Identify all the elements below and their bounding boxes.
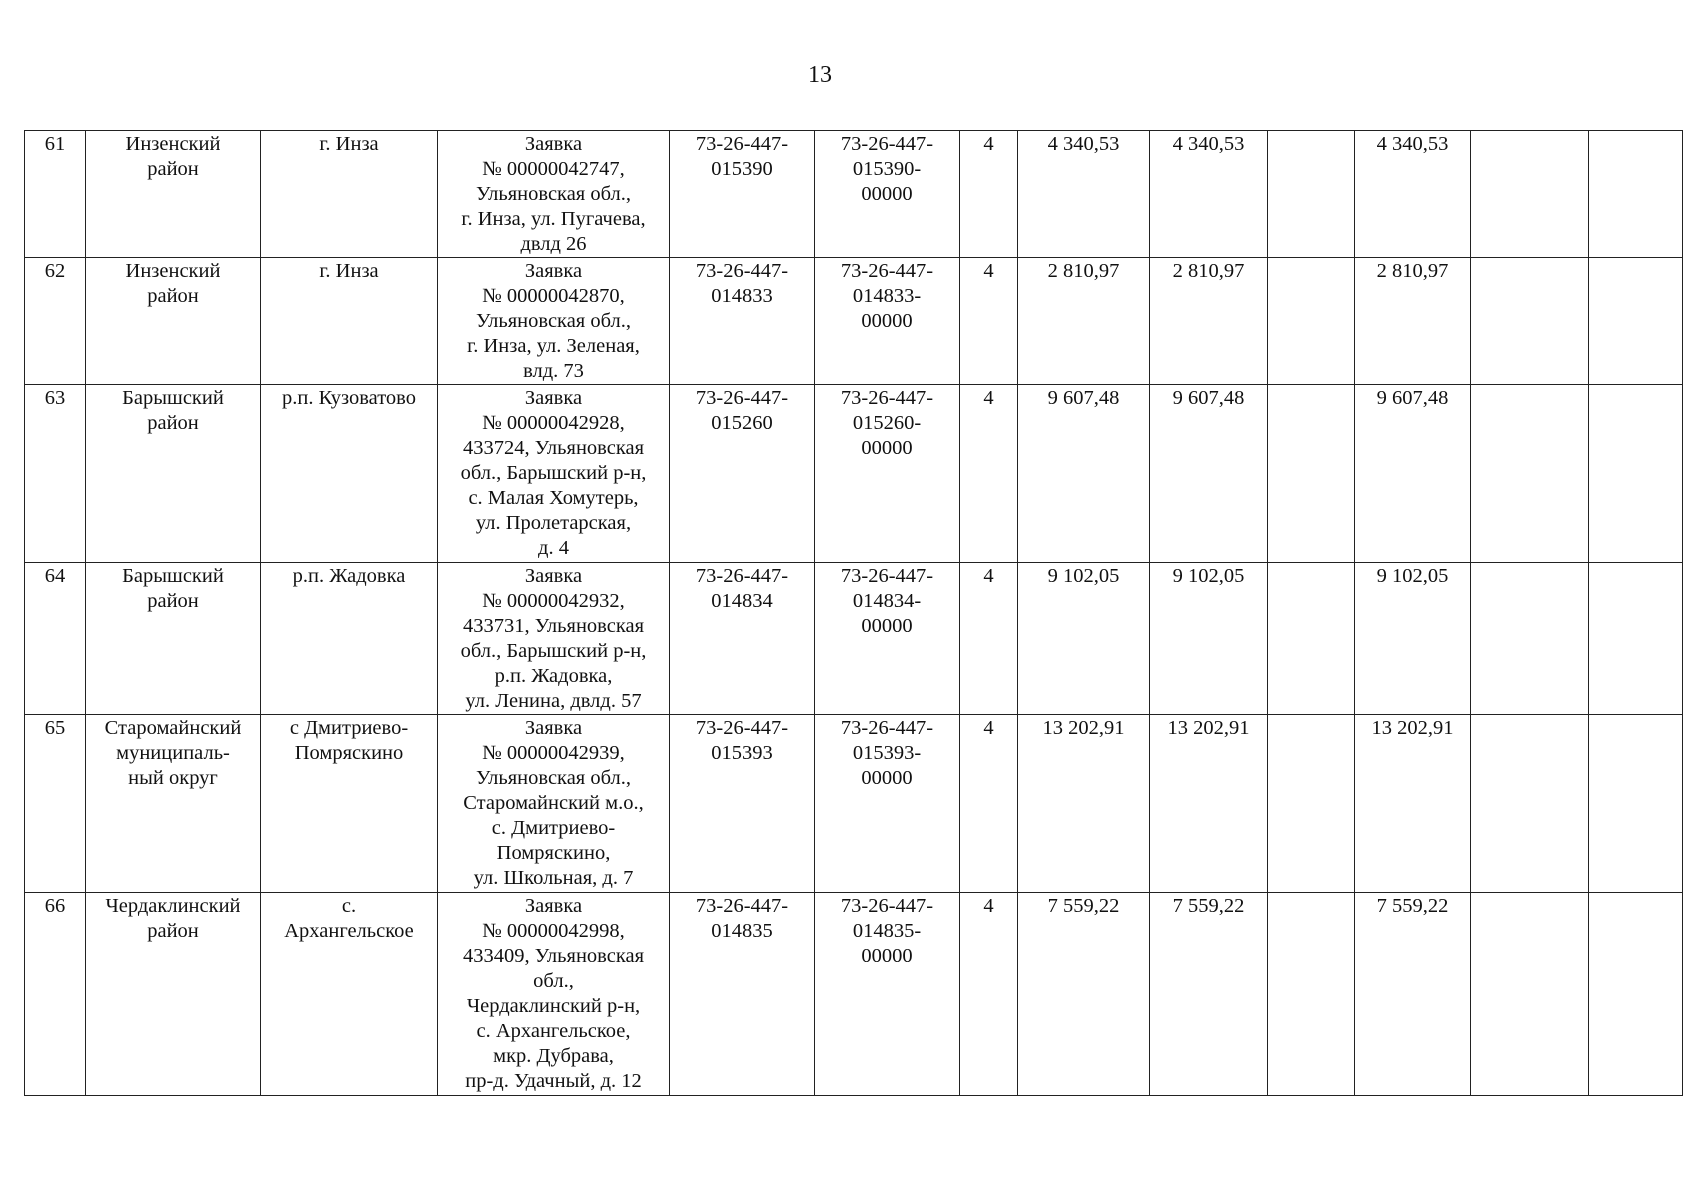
- row-number: 63: [25, 385, 86, 563]
- amount-cell: 13 202,91: [1018, 715, 1150, 893]
- district-cell: Старомайнский муниципаль- ный округ: [86, 715, 261, 893]
- category-cell: 4: [960, 563, 1018, 715]
- district-cell: Барышский район: [86, 385, 261, 563]
- empty-cell: [1589, 893, 1683, 1096]
- empty-cell: [1589, 131, 1683, 258]
- request-cell: Заявка № 00000042928, 433724, Ульяновская обл., Барышский р-н, с. Малая Хомутерь, ул. Пролетарская, д. 4: [438, 385, 670, 563]
- empty-cell: [1268, 893, 1355, 1096]
- empty-cell: [1589, 715, 1683, 893]
- amount-cell: 2 810,97: [1150, 258, 1268, 385]
- page-number: 13: [808, 62, 832, 88]
- table-row: [25, 893, 1683, 1096]
- category-cell: 4: [960, 131, 1018, 258]
- amount-cell: 9 102,05: [1355, 563, 1471, 715]
- empty-cell: [1471, 893, 1589, 1096]
- empty-cell: [1471, 563, 1589, 715]
- district-cell: Чердаклинский район: [86, 893, 261, 1096]
- amount-cell: 2 810,97: [1018, 258, 1150, 385]
- cadastral-code-cell: 73-26-447- 014835- 00000: [815, 893, 960, 1096]
- locality-cell: р.п. Кузоватово: [261, 385, 438, 563]
- amount-cell: 9 102,05: [1150, 563, 1268, 715]
- code-cell: 73-26-447- 015393: [670, 715, 815, 893]
- amount-cell: 9 102,05: [1018, 563, 1150, 715]
- row-number: 64: [25, 563, 86, 715]
- locality-cell: с. Архангельское: [261, 893, 438, 1096]
- empty-cell: [1268, 258, 1355, 385]
- code-cell: 73-26-447- 014834: [670, 563, 815, 715]
- empty-cell: [1589, 385, 1683, 563]
- request-cell: Заявка № 00000042998, 433409, Ульяновская обл., Чердаклинский р-н, с. Архангельское, мкр. Дубрава, пр-д. Удачный, д. 12: [438, 893, 670, 1096]
- amount-cell: 9 607,48: [1018, 385, 1150, 563]
- row-number: 65: [25, 715, 86, 893]
- request-cell: Заявка № 00000042932, 433731, Ульяновская обл., Барышский р-н, р.п. Жадовка, ул. Ленина, двлд. 57: [438, 563, 670, 715]
- amount-cell: 4 340,53: [1355, 131, 1471, 258]
- empty-cell: [1471, 385, 1589, 563]
- amount-cell: 7 559,22: [1150, 893, 1268, 1096]
- amount-cell: 13 202,91: [1355, 715, 1471, 893]
- request-cell: Заявка № 00000042939, Ульяновская обл., Старомайнский м.о., с. Дмитриево- Помряскино, ул. Школьная, д. 7: [438, 715, 670, 893]
- amount-cell: 4 340,53: [1150, 131, 1268, 258]
- empty-cell: [1268, 715, 1355, 893]
- locality-cell: р.п. Жадовка: [261, 563, 438, 715]
- empty-cell: [1268, 385, 1355, 563]
- amount-cell: 7 559,22: [1018, 893, 1150, 1096]
- table-row: [25, 563, 1683, 715]
- district-cell: Инзенский район: [86, 131, 261, 258]
- district-cell: Инзенский район: [86, 258, 261, 385]
- code-cell: 73-26-447- 015260: [670, 385, 815, 563]
- empty-cell: [1471, 258, 1589, 385]
- code-cell: 73-26-447- 014835: [670, 893, 815, 1096]
- amount-cell: 9 607,48: [1355, 385, 1471, 563]
- code-cell: 73-26-447- 015390: [670, 131, 815, 258]
- row-number: 62: [25, 258, 86, 385]
- empty-cell: [1268, 131, 1355, 258]
- code-cell: 73-26-447- 014833: [670, 258, 815, 385]
- table-row: [25, 385, 1683, 563]
- row-number: 66: [25, 893, 86, 1096]
- cadastral-code-cell: 73-26-447- 014834- 00000: [815, 563, 960, 715]
- category-cell: 4: [960, 385, 1018, 563]
- request-cell: Заявка № 00000042747, Ульяновская обл., г. Инза, ул. Пугачева, двлд 26: [438, 131, 670, 258]
- locality-cell: г. Инза: [261, 258, 438, 385]
- registry-table: [24, 130, 1683, 1096]
- amount-cell: 13 202,91: [1150, 715, 1268, 893]
- amount-cell: 7 559,22: [1355, 893, 1471, 1096]
- table-row: [25, 131, 1683, 258]
- empty-cell: [1589, 258, 1683, 385]
- empty-cell: [1471, 131, 1589, 258]
- district-cell: Барышский район: [86, 563, 261, 715]
- locality-cell: г. Инза: [261, 131, 438, 258]
- cadastral-code-cell: 73-26-447- 015260- 00000: [815, 385, 960, 563]
- empty-cell: [1268, 563, 1355, 715]
- table-row: [25, 715, 1683, 893]
- amount-cell: 2 810,97: [1355, 258, 1471, 385]
- amount-cell: 9 607,48: [1150, 385, 1268, 563]
- request-cell: Заявка № 00000042870, Ульяновская обл., г. Инза, ул. Зеленая, влд. 73: [438, 258, 670, 385]
- empty-cell: [1589, 563, 1683, 715]
- amount-cell: 4 340,53: [1018, 131, 1150, 258]
- table-row: [25, 258, 1683, 385]
- category-cell: 4: [960, 258, 1018, 385]
- cadastral-code-cell: 73-26-447- 015390- 00000: [815, 131, 960, 258]
- category-cell: 4: [960, 893, 1018, 1096]
- cadastral-code-cell: 73-26-447- 015393- 00000: [815, 715, 960, 893]
- row-number: 61: [25, 131, 86, 258]
- cadastral-code-cell: 73-26-447- 014833- 00000: [815, 258, 960, 385]
- category-cell: 4: [960, 715, 1018, 893]
- empty-cell: [1471, 715, 1589, 893]
- locality-cell: с Дмитриево- Помряскино: [261, 715, 438, 893]
